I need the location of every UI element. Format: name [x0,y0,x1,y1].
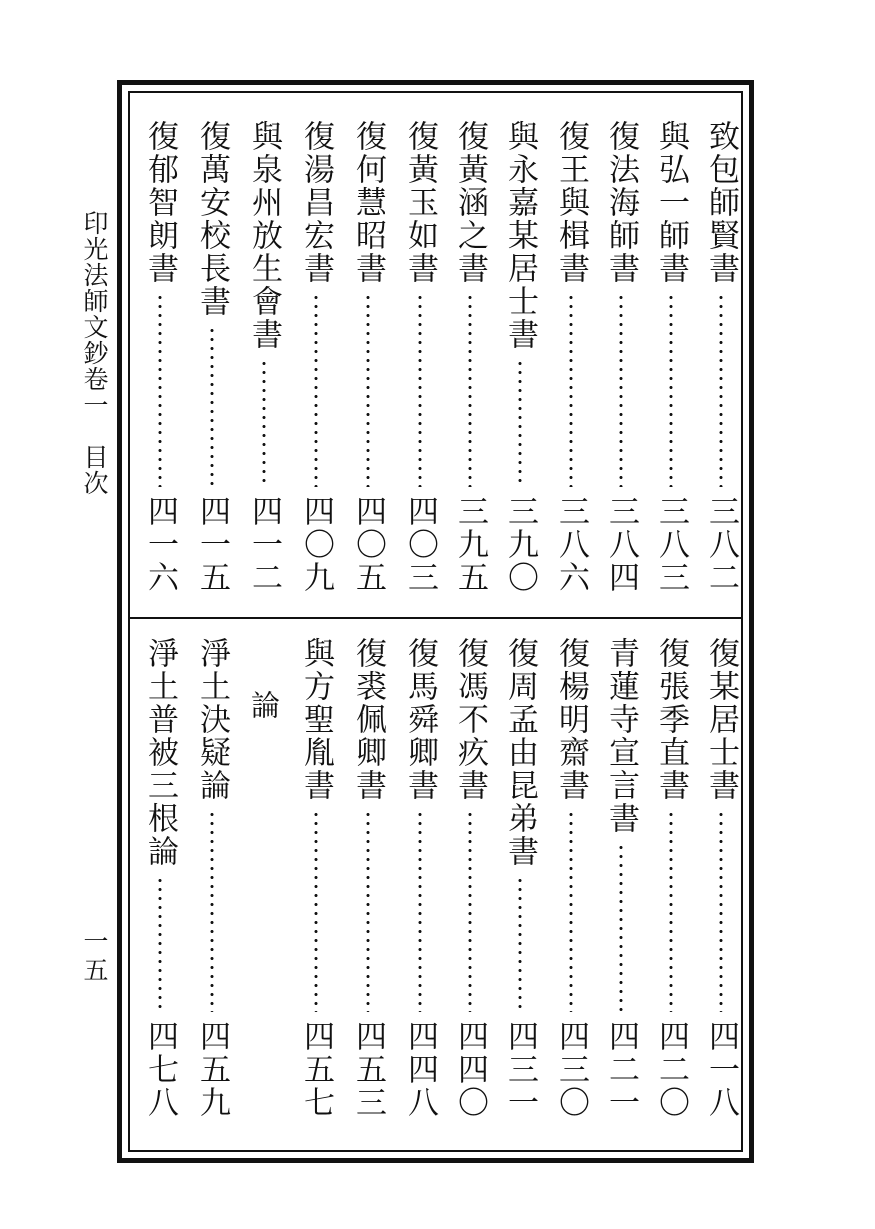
dot-leader [314,810,318,1012]
toc-entry[interactable] [194,637,230,1119]
entry-page: 四四〇 [452,1020,488,1119]
dot-leader [158,876,162,1012]
toc-entry[interactable] [603,637,639,1119]
entry-page: 四二〇 [653,1020,689,1119]
entry-title: 青蓮寺宣言書 [603,637,639,835]
entry-title: 復法海師書 [603,120,639,285]
toc-entry[interactable] [402,637,438,1119]
entry-title: 復萬安校長書 [194,120,230,318]
entry-page: 四四八 [402,1020,438,1119]
toc-entry[interactable] [402,120,438,594]
toc-entry[interactable] [502,637,538,1119]
entry-title: 復某居士書 [703,637,739,802]
dot-leader [418,293,422,487]
entry-page: 四五七 [298,1020,334,1119]
entry-page: 四二一 [603,1020,639,1119]
entry-title: 復裘佩卿書 [350,637,386,802]
entry-page: 三九五 [452,495,488,594]
entry-page: 三九〇 [502,495,538,594]
toc-entry[interactable] [653,120,689,594]
toc-entry[interactable] [703,120,739,594]
dot-leader [262,359,266,487]
toc-entry[interactable] [653,637,689,1119]
toc-entry[interactable] [553,637,589,1119]
entry-page: 四〇九 [298,495,334,594]
entry-page: 四五九 [194,1020,230,1119]
entry-page: 三八四 [603,495,639,594]
toc-entry[interactable] [553,120,589,594]
entry-title: 與弘一師書 [653,120,689,285]
toc-entry[interactable] [603,120,639,594]
entry-title: 淨土決疑論 [194,637,230,802]
toc-entry[interactable] [452,120,488,594]
entry-page: 三八六 [553,495,589,594]
entry-title: 復馮不疚書 [452,637,488,802]
toc-entry[interactable] [142,637,178,1119]
entry-title: 淨土普被三根論 [142,637,178,868]
toc-entry[interactable] [142,120,178,594]
section-heading-text: 論 [247,690,281,719]
entry-page: 四一五 [194,495,230,594]
toc-entry[interactable] [350,120,386,594]
dot-leader [366,810,370,1012]
entry-page: 四一八 [703,1020,739,1119]
dot-leader [669,293,673,487]
page-number: 一五 [80,928,109,986]
entry-title: 復楊明齋書 [553,637,589,802]
entry-page: 四〇三 [402,495,438,594]
toc-entry[interactable] [298,637,334,1119]
entry-title: 與泉州放生會書 [246,120,282,351]
dot-leader [619,843,623,1012]
dot-leader [210,326,214,487]
dot-leader [619,293,623,487]
dot-leader [418,810,422,1012]
entry-title: 復黃玉如書 [402,120,438,285]
dot-leader [366,293,370,487]
dot-leader [518,359,522,487]
entry-page: 四三〇 [553,1020,589,1119]
dot-leader [468,293,472,487]
dot-leader [158,293,162,487]
entry-title: 復湯昌宏書 [298,120,334,285]
section-divider [130,617,741,619]
dot-leader [569,810,573,1012]
toc-entry[interactable] [502,120,538,594]
entry-page: 四七八 [142,1020,178,1119]
dot-leader [669,810,673,1012]
toc-entry[interactable] [298,120,334,594]
entry-page: 四〇五 [350,495,386,594]
dot-leader [719,810,723,1012]
entry-page: 三八二 [703,495,739,594]
entry-title: 復黃涵之書 [452,120,488,285]
dot-leader [569,293,573,487]
dot-leader [719,293,723,487]
toc-entry[interactable] [350,637,386,1119]
book-title: 印光法師文鈔卷一 目次 [80,210,109,496]
entry-page: 四一二 [246,495,282,594]
dot-leader [468,810,472,1012]
entry-page: 四一六 [142,495,178,594]
dot-leader [210,810,214,1012]
entry-title: 復何慧昭書 [350,120,386,285]
entry-page: 四五三 [350,1020,386,1119]
toc-entry[interactable] [452,637,488,1119]
entry-title: 復張季直書 [653,637,689,802]
toc-entry[interactable] [246,120,282,594]
toc-entry[interactable] [194,120,230,594]
entry-title: 復郁智朗書 [142,120,178,285]
dot-leader [518,876,522,1012]
section-heading [246,690,282,750]
entry-title: 復周孟由昆弟書 [502,637,538,868]
dot-leader [314,293,318,487]
entry-title: 與方聖胤書 [298,637,334,802]
entry-title: 復王與楫書 [553,120,589,285]
entry-title: 致包師賢書 [703,120,739,285]
entry-page: 四三一 [502,1020,538,1119]
entry-title: 復馬舜卿書 [402,637,438,802]
entry-title: 與永嘉某居士書 [502,120,538,351]
toc-entry[interactable] [703,637,739,1119]
entry-page: 三八三 [653,495,689,594]
